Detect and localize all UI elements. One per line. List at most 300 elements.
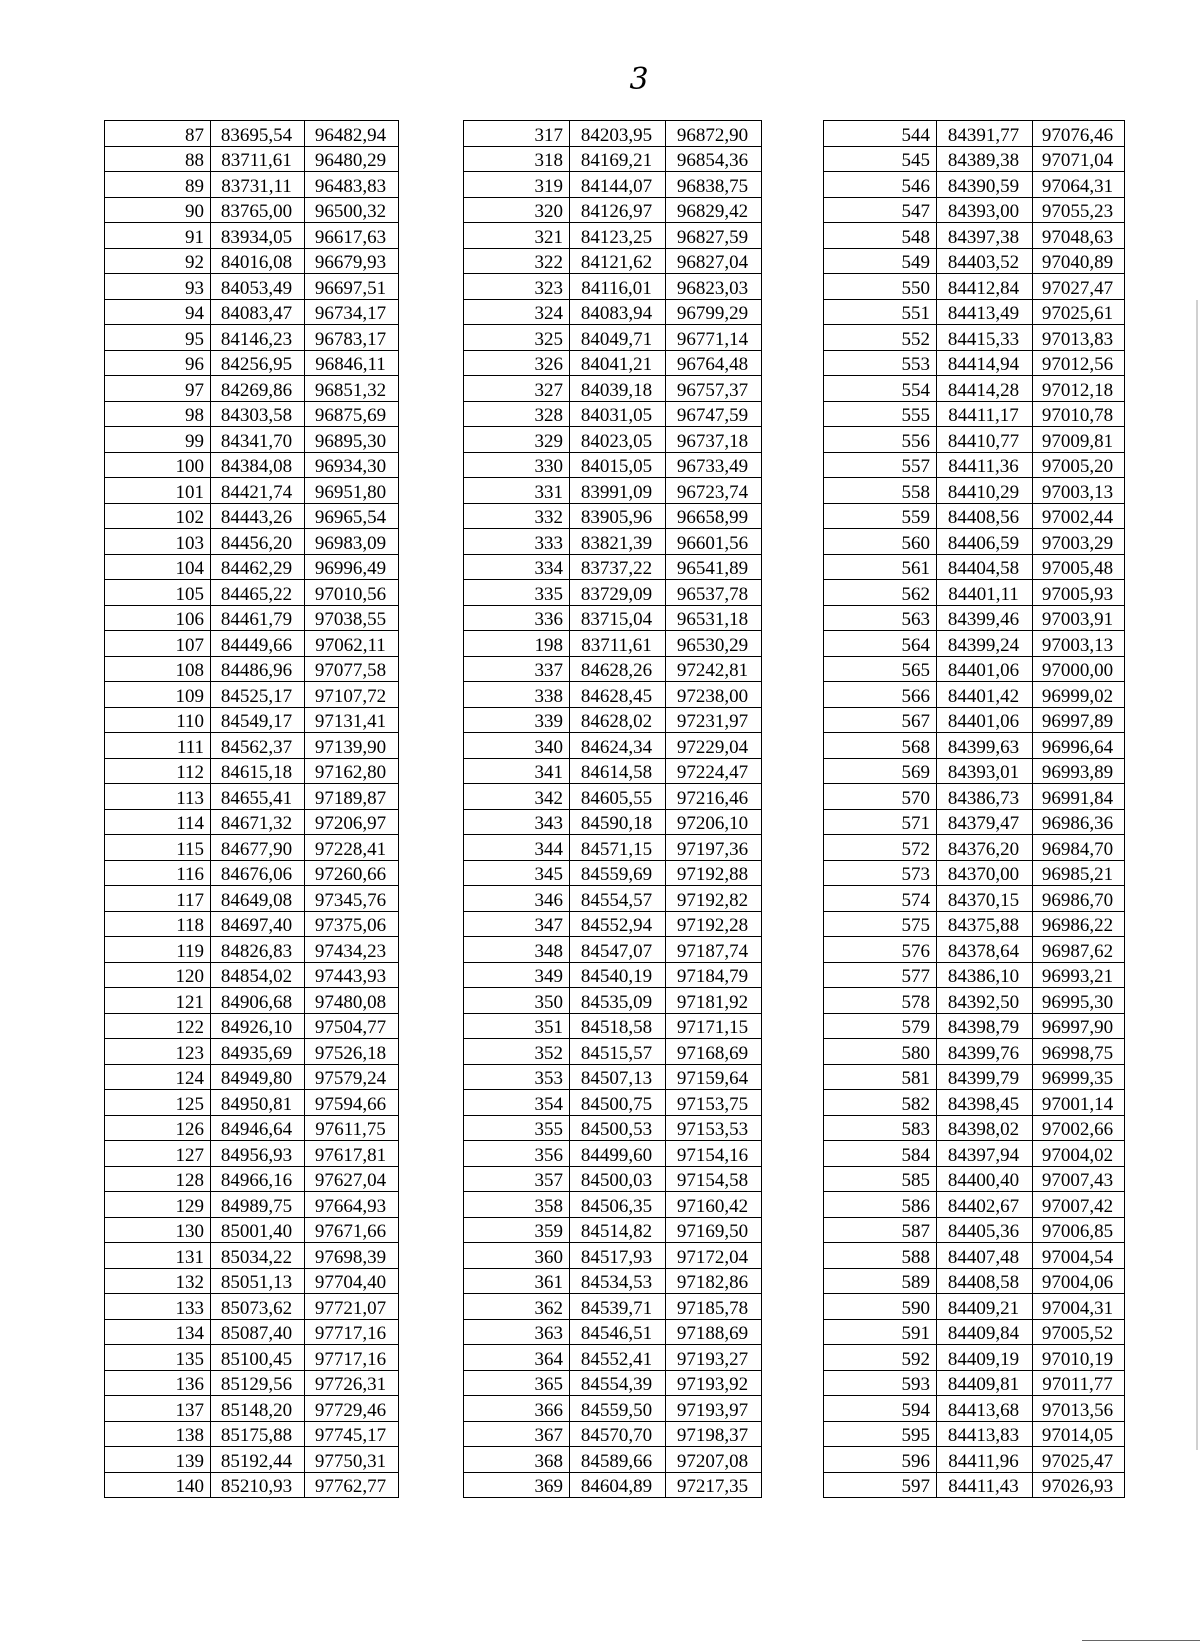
x-coordinate-cell: 84408,56 <box>937 503 1033 529</box>
point-number-cell: 596 <box>824 1447 937 1473</box>
page-number: 3 <box>629 62 649 97</box>
x-coordinate-cell: 84615,18 <box>211 758 305 784</box>
y-coordinate-cell: 97000,00 <box>1033 656 1125 682</box>
y-coordinate-cell: 97153,75 <box>666 1090 762 1116</box>
y-coordinate-cell: 97207,08 <box>666 1447 762 1473</box>
table-row <box>824 1268 1125 1294</box>
table-row <box>824 121 1125 147</box>
point-number-cell: 568 <box>824 733 937 759</box>
x-coordinate-cell: 84415,33 <box>937 325 1033 351</box>
coordinates-table-right <box>823 120 1125 1498</box>
table-row <box>464 962 762 988</box>
x-coordinate-cell: 84628,45 <box>570 682 666 708</box>
x-coordinate-cell: 84950,81 <box>211 1090 305 1116</box>
x-coordinate-cell: 84399,24 <box>937 631 1033 657</box>
point-number-cell: 136 <box>105 1370 211 1396</box>
table-row <box>824 707 1125 733</box>
point-number-cell: 339 <box>464 707 570 733</box>
y-coordinate-cell: 97181,92 <box>666 988 762 1014</box>
point-number-cell: 112 <box>105 758 211 784</box>
y-coordinate-cell: 97231,97 <box>666 707 762 733</box>
point-number-cell: 365 <box>464 1370 570 1396</box>
point-number-cell: 115 <box>105 835 211 861</box>
y-coordinate-cell: 97206,10 <box>666 809 762 835</box>
x-coordinate-cell: 84397,38 <box>937 223 1033 249</box>
y-coordinate-cell: 97611,75 <box>305 1115 399 1141</box>
coordinates-table-middle <box>463 120 762 1498</box>
y-coordinate-cell: 97107,72 <box>305 682 399 708</box>
y-coordinate-cell: 96996,49 <box>305 554 399 580</box>
y-coordinate-cell: 97526,18 <box>305 1039 399 1065</box>
x-coordinate-cell: 84411,96 <box>937 1447 1033 1473</box>
table-row <box>464 1141 762 1167</box>
point-number-cell: 570 <box>824 784 937 810</box>
y-coordinate-cell: 97013,56 <box>1033 1396 1125 1422</box>
x-coordinate-cell: 83729,09 <box>570 580 666 606</box>
point-number-cell: 597 <box>824 1472 937 1498</box>
x-coordinate-cell: 84370,00 <box>937 860 1033 886</box>
table-row <box>464 707 762 733</box>
x-coordinate-cell: 84534,53 <box>570 1268 666 1294</box>
x-coordinate-cell: 84398,79 <box>937 1013 1033 1039</box>
point-number-cell: 121 <box>105 988 211 1014</box>
table-row <box>824 860 1125 886</box>
x-coordinate-cell: 84016,08 <box>211 248 305 274</box>
table-row <box>464 554 762 580</box>
point-number-cell: 588 <box>824 1243 937 1269</box>
y-coordinate-cell: 97345,76 <box>305 886 399 912</box>
table-row <box>464 809 762 835</box>
table-row <box>464 248 762 274</box>
point-number-cell: 350 <box>464 988 570 1014</box>
x-coordinate-cell: 85192,44 <box>211 1447 305 1473</box>
x-coordinate-cell: 84413,68 <box>937 1396 1033 1422</box>
x-coordinate-cell: 84341,70 <box>211 427 305 453</box>
table-row <box>105 580 399 606</box>
table-row <box>105 452 399 478</box>
x-coordinate-cell: 85001,40 <box>211 1217 305 1243</box>
table-row <box>464 1192 762 1218</box>
point-number-cell: 571 <box>824 809 937 835</box>
x-coordinate-cell: 84540,19 <box>570 962 666 988</box>
table-row <box>105 758 399 784</box>
point-number-cell: 591 <box>824 1319 937 1345</box>
point-number-cell: 119 <box>105 937 211 963</box>
table-row <box>824 452 1125 478</box>
y-coordinate-cell: 96984,70 <box>1033 835 1125 861</box>
x-coordinate-cell: 84049,71 <box>570 325 666 351</box>
table-row <box>824 1192 1125 1218</box>
point-number-cell: 327 <box>464 376 570 402</box>
table-row <box>824 937 1125 963</box>
x-coordinate-cell: 83737,22 <box>570 554 666 580</box>
point-number-cell: 575 <box>824 911 937 937</box>
point-number-cell: 559 <box>824 503 937 529</box>
x-coordinate-cell: 84409,19 <box>937 1345 1033 1371</box>
y-coordinate-cell: 97064,31 <box>1033 172 1125 198</box>
point-number-cell: 126 <box>105 1115 211 1141</box>
y-coordinate-cell: 96997,89 <box>1033 707 1125 733</box>
x-coordinate-cell: 84169,21 <box>570 146 666 172</box>
x-coordinate-cell: 84649,08 <box>211 886 305 912</box>
table-row <box>824 682 1125 708</box>
y-coordinate-cell: 96480,29 <box>305 146 399 172</box>
point-number-cell: 88 <box>105 146 211 172</box>
x-coordinate-cell: 84559,69 <box>570 860 666 886</box>
table-row <box>824 1396 1125 1422</box>
table-row <box>464 350 762 376</box>
point-number-cell: 548 <box>824 223 937 249</box>
y-coordinate-cell: 96983,09 <box>305 529 399 555</box>
point-number-cell: 92 <box>105 248 211 274</box>
x-coordinate-cell: 84401,06 <box>937 707 1033 733</box>
y-coordinate-cell: 96999,02 <box>1033 682 1125 708</box>
x-coordinate-cell: 84391,77 <box>937 121 1033 147</box>
table-row <box>464 223 762 249</box>
point-number-cell: 333 <box>464 529 570 555</box>
x-coordinate-cell: 84015,05 <box>570 452 666 478</box>
table-row <box>824 1090 1125 1116</box>
y-coordinate-cell: 97192,82 <box>666 886 762 912</box>
y-coordinate-cell: 96827,59 <box>666 223 762 249</box>
table-row <box>105 707 399 733</box>
table-row <box>824 274 1125 300</box>
x-coordinate-cell: 84375,88 <box>937 911 1033 937</box>
table-row <box>464 1370 762 1396</box>
table-row <box>105 503 399 529</box>
y-coordinate-cell: 97729,46 <box>305 1396 399 1422</box>
x-coordinate-cell: 84412,84 <box>937 274 1033 300</box>
point-number-cell: 369 <box>464 1472 570 1498</box>
table-row <box>105 860 399 886</box>
point-number-cell: 553 <box>824 350 937 376</box>
y-coordinate-cell: 96697,51 <box>305 274 399 300</box>
point-number-cell: 116 <box>105 860 211 886</box>
x-coordinate-cell: 84676,06 <box>211 860 305 886</box>
y-coordinate-cell: 97004,54 <box>1033 1243 1125 1269</box>
point-number-cell: 590 <box>824 1294 937 1320</box>
table-row <box>105 682 399 708</box>
x-coordinate-cell: 84562,37 <box>211 733 305 759</box>
point-number-cell: 579 <box>824 1013 937 1039</box>
table-row <box>464 1421 762 1447</box>
x-coordinate-cell: 84399,76 <box>937 1039 1033 1065</box>
x-coordinate-cell: 84041,21 <box>570 350 666 376</box>
table-row <box>464 1396 762 1422</box>
point-number-cell: 133 <box>105 1294 211 1320</box>
y-coordinate-cell: 97168,69 <box>666 1039 762 1065</box>
point-number-cell: 351 <box>464 1013 570 1039</box>
x-coordinate-cell: 84443,26 <box>211 503 305 529</box>
table-row <box>105 1472 399 1498</box>
x-coordinate-cell: 84408,58 <box>937 1268 1033 1294</box>
x-coordinate-cell: 84546,51 <box>570 1319 666 1345</box>
point-number-cell: 341 <box>464 758 570 784</box>
x-coordinate-cell: 84409,84 <box>937 1319 1033 1345</box>
y-coordinate-cell: 96846,11 <box>305 350 399 376</box>
y-coordinate-cell: 96851,32 <box>305 376 399 402</box>
x-coordinate-cell: 84499,60 <box>570 1141 666 1167</box>
table-row <box>105 350 399 376</box>
point-number-cell: 114 <box>105 809 211 835</box>
point-number-cell: 110 <box>105 707 211 733</box>
point-number-cell: 357 <box>464 1166 570 1192</box>
x-coordinate-cell: 84409,81 <box>937 1370 1033 1396</box>
x-coordinate-cell: 84410,77 <box>937 427 1033 453</box>
point-number-cell: 558 <box>824 478 937 504</box>
y-coordinate-cell: 97012,56 <box>1033 350 1125 376</box>
point-number-cell: 361 <box>464 1268 570 1294</box>
table-row <box>824 784 1125 810</box>
y-coordinate-cell: 96747,59 <box>666 401 762 427</box>
point-number-cell: 90 <box>105 197 211 223</box>
x-coordinate-cell: 84506,35 <box>570 1192 666 1218</box>
point-number-cell: 336 <box>464 605 570 631</box>
point-number-cell: 581 <box>824 1064 937 1090</box>
table-row <box>105 1039 399 1065</box>
x-coordinate-cell: 84956,93 <box>211 1141 305 1167</box>
point-number-cell: 319 <box>464 172 570 198</box>
table-row <box>464 274 762 300</box>
y-coordinate-cell: 97698,39 <box>305 1243 399 1269</box>
table-row <box>824 1472 1125 1498</box>
table-row <box>105 146 399 172</box>
x-coordinate-cell: 85034,22 <box>211 1243 305 1269</box>
x-coordinate-cell: 84039,18 <box>570 376 666 402</box>
point-number-cell: 345 <box>464 860 570 886</box>
table-row <box>105 1294 399 1320</box>
x-coordinate-cell: 84552,41 <box>570 1345 666 1371</box>
y-coordinate-cell: 96737,18 <box>666 427 762 453</box>
coordinates-table-left <box>104 120 399 1498</box>
point-number-cell: 103 <box>105 529 211 555</box>
y-coordinate-cell: 96771,14 <box>666 325 762 351</box>
y-coordinate-cell: 97504,77 <box>305 1013 399 1039</box>
table-row <box>824 631 1125 657</box>
x-coordinate-cell: 84413,83 <box>937 1421 1033 1447</box>
x-coordinate-cell: 84384,08 <box>211 452 305 478</box>
table-row <box>464 299 762 325</box>
x-coordinate-cell: 84461,79 <box>211 605 305 631</box>
y-coordinate-cell: 97242,81 <box>666 656 762 682</box>
x-coordinate-cell: 84605,55 <box>570 784 666 810</box>
table-row <box>464 197 762 223</box>
table-row <box>824 1064 1125 1090</box>
x-coordinate-cell: 84400,40 <box>937 1166 1033 1192</box>
point-number-cell: 127 <box>105 1141 211 1167</box>
y-coordinate-cell: 97228,41 <box>305 835 399 861</box>
table-row <box>824 376 1125 402</box>
x-coordinate-cell: 84826,83 <box>211 937 305 963</box>
y-coordinate-cell: 97184,79 <box>666 962 762 988</box>
table-row <box>824 350 1125 376</box>
y-coordinate-cell: 96764,48 <box>666 350 762 376</box>
point-number-cell: 587 <box>824 1217 937 1243</box>
point-number-cell: 317 <box>464 121 570 147</box>
y-coordinate-cell: 96783,17 <box>305 325 399 351</box>
table-row <box>824 478 1125 504</box>
x-coordinate-cell: 84414,94 <box>937 350 1033 376</box>
x-coordinate-cell: 85148,20 <box>211 1396 305 1422</box>
table-row <box>464 656 762 682</box>
point-number-cell: 93 <box>105 274 211 300</box>
y-coordinate-cell: 97005,48 <box>1033 554 1125 580</box>
y-coordinate-cell: 97071,04 <box>1033 146 1125 172</box>
x-coordinate-cell: 84517,93 <box>570 1243 666 1269</box>
y-coordinate-cell: 97025,47 <box>1033 1447 1125 1473</box>
y-coordinate-cell: 97139,90 <box>305 733 399 759</box>
y-coordinate-cell: 97443,93 <box>305 962 399 988</box>
y-coordinate-cell: 96997,90 <box>1033 1013 1125 1039</box>
point-number-cell: 362 <box>464 1294 570 1320</box>
x-coordinate-cell: 84389,38 <box>937 146 1033 172</box>
table-row <box>105 656 399 682</box>
x-coordinate-cell: 84628,02 <box>570 707 666 733</box>
table-row <box>464 1217 762 1243</box>
table-row <box>105 325 399 351</box>
table-row <box>105 1192 399 1218</box>
x-coordinate-cell: 84539,71 <box>570 1294 666 1320</box>
table-row <box>464 886 762 912</box>
x-coordinate-cell: 85100,45 <box>211 1345 305 1371</box>
x-coordinate-cell: 84398,02 <box>937 1115 1033 1141</box>
table-row <box>824 605 1125 631</box>
y-coordinate-cell: 97726,31 <box>305 1370 399 1396</box>
table-row <box>464 911 762 937</box>
table-row <box>105 1268 399 1294</box>
table-row <box>105 197 399 223</box>
x-coordinate-cell: 84393,01 <box>937 758 1033 784</box>
point-number-cell: 355 <box>464 1115 570 1141</box>
table-row <box>464 758 762 784</box>
x-coordinate-cell: 83711,61 <box>211 146 305 172</box>
table-row <box>824 656 1125 682</box>
scan-edge-line <box>1082 1640 1200 1641</box>
y-coordinate-cell: 96733,49 <box>666 452 762 478</box>
point-number-cell: 139 <box>105 1447 211 1473</box>
x-coordinate-cell: 84624,34 <box>570 733 666 759</box>
x-coordinate-cell: 84500,75 <box>570 1090 666 1116</box>
table-row <box>824 248 1125 274</box>
y-coordinate-cell: 97375,06 <box>305 911 399 937</box>
y-coordinate-cell: 97010,78 <box>1033 401 1125 427</box>
y-coordinate-cell: 96872,90 <box>666 121 762 147</box>
y-coordinate-cell: 97001,14 <box>1033 1090 1125 1116</box>
x-coordinate-cell: 84269,86 <box>211 376 305 402</box>
table-row <box>824 299 1125 325</box>
x-coordinate-cell: 84462,29 <box>211 554 305 580</box>
point-number-cell: 358 <box>464 1192 570 1218</box>
y-coordinate-cell: 97154,16 <box>666 1141 762 1167</box>
table-row <box>464 784 762 810</box>
y-coordinate-cell: 97003,91 <box>1033 605 1125 631</box>
y-coordinate-cell: 96987,62 <box>1033 937 1125 963</box>
table-row <box>824 1141 1125 1167</box>
point-number-cell: 335 <box>464 580 570 606</box>
y-coordinate-cell: 97671,66 <box>305 1217 399 1243</box>
point-number-cell: 89 <box>105 172 211 198</box>
point-number-cell: 118 <box>105 911 211 937</box>
point-number-cell: 120 <box>105 962 211 988</box>
x-coordinate-cell: 84303,58 <box>211 401 305 427</box>
x-coordinate-cell: 84486,96 <box>211 656 305 682</box>
point-number-cell: 564 <box>824 631 937 657</box>
point-number-cell: 552 <box>824 325 937 351</box>
point-number-cell: 555 <box>824 401 937 427</box>
table-row <box>105 427 399 453</box>
point-number-cell: 98 <box>105 401 211 427</box>
x-coordinate-cell: 84946,64 <box>211 1115 305 1141</box>
point-number-cell: 334 <box>464 554 570 580</box>
y-coordinate-cell: 97011,77 <box>1033 1370 1125 1396</box>
y-coordinate-cell: 97003,13 <box>1033 478 1125 504</box>
x-coordinate-cell: 84403,52 <box>937 248 1033 274</box>
point-number-cell: 561 <box>824 554 937 580</box>
x-coordinate-cell: 84397,94 <box>937 1141 1033 1167</box>
x-coordinate-cell: 83821,39 <box>570 529 666 555</box>
x-coordinate-cell: 84547,07 <box>570 937 666 963</box>
table-row <box>105 223 399 249</box>
y-coordinate-cell: 96965,54 <box>305 503 399 529</box>
x-coordinate-cell: 84949,80 <box>211 1064 305 1090</box>
y-coordinate-cell: 97169,50 <box>666 1217 762 1243</box>
x-coordinate-cell: 83731,11 <box>211 172 305 198</box>
y-coordinate-cell: 96986,36 <box>1033 809 1125 835</box>
x-coordinate-cell: 84393,00 <box>937 197 1033 223</box>
point-number-cell: 360 <box>464 1243 570 1269</box>
point-number-cell: 593 <box>824 1370 937 1396</box>
table-row <box>105 1013 399 1039</box>
x-coordinate-cell: 84525,17 <box>211 682 305 708</box>
y-coordinate-cell: 96986,70 <box>1033 886 1125 912</box>
y-coordinate-cell: 97014,05 <box>1033 1421 1125 1447</box>
x-coordinate-cell: 84126,97 <box>570 197 666 223</box>
x-coordinate-cell: 84554,57 <box>570 886 666 912</box>
point-number-cell: 322 <box>464 248 570 274</box>
point-number-cell: 578 <box>824 988 937 1014</box>
x-coordinate-cell: 84376,20 <box>937 835 1033 861</box>
table-row <box>105 809 399 835</box>
x-coordinate-cell: 84414,28 <box>937 376 1033 402</box>
y-coordinate-cell: 97172,04 <box>666 1243 762 1269</box>
table-row <box>464 1039 762 1065</box>
y-coordinate-cell: 97005,52 <box>1033 1319 1125 1345</box>
point-number-cell: 128 <box>105 1166 211 1192</box>
table-row <box>824 172 1125 198</box>
table-row <box>464 1268 762 1294</box>
x-coordinate-cell: 84401,06 <box>937 656 1033 682</box>
y-coordinate-cell: 97007,43 <box>1033 1166 1125 1192</box>
point-number-cell: 101 <box>105 478 211 504</box>
point-number-cell: 367 <box>464 1421 570 1447</box>
table-row <box>105 1243 399 1269</box>
y-coordinate-cell: 97745,17 <box>305 1421 399 1447</box>
point-number-cell: 545 <box>824 146 937 172</box>
y-coordinate-cell: 97197,36 <box>666 835 762 861</box>
x-coordinate-cell: 84421,74 <box>211 478 305 504</box>
y-coordinate-cell: 97004,31 <box>1033 1294 1125 1320</box>
y-coordinate-cell: 96829,42 <box>666 197 762 223</box>
x-coordinate-cell: 84926,10 <box>211 1013 305 1039</box>
point-number-cell: 100 <box>105 452 211 478</box>
table-row <box>824 1345 1125 1371</box>
table-row <box>105 1115 399 1141</box>
point-number-cell: 131 <box>105 1243 211 1269</box>
x-coordinate-cell: 84535,09 <box>570 988 666 1014</box>
y-coordinate-cell: 97025,61 <box>1033 299 1125 325</box>
x-coordinate-cell: 84083,47 <box>211 299 305 325</box>
table-row <box>464 631 762 657</box>
